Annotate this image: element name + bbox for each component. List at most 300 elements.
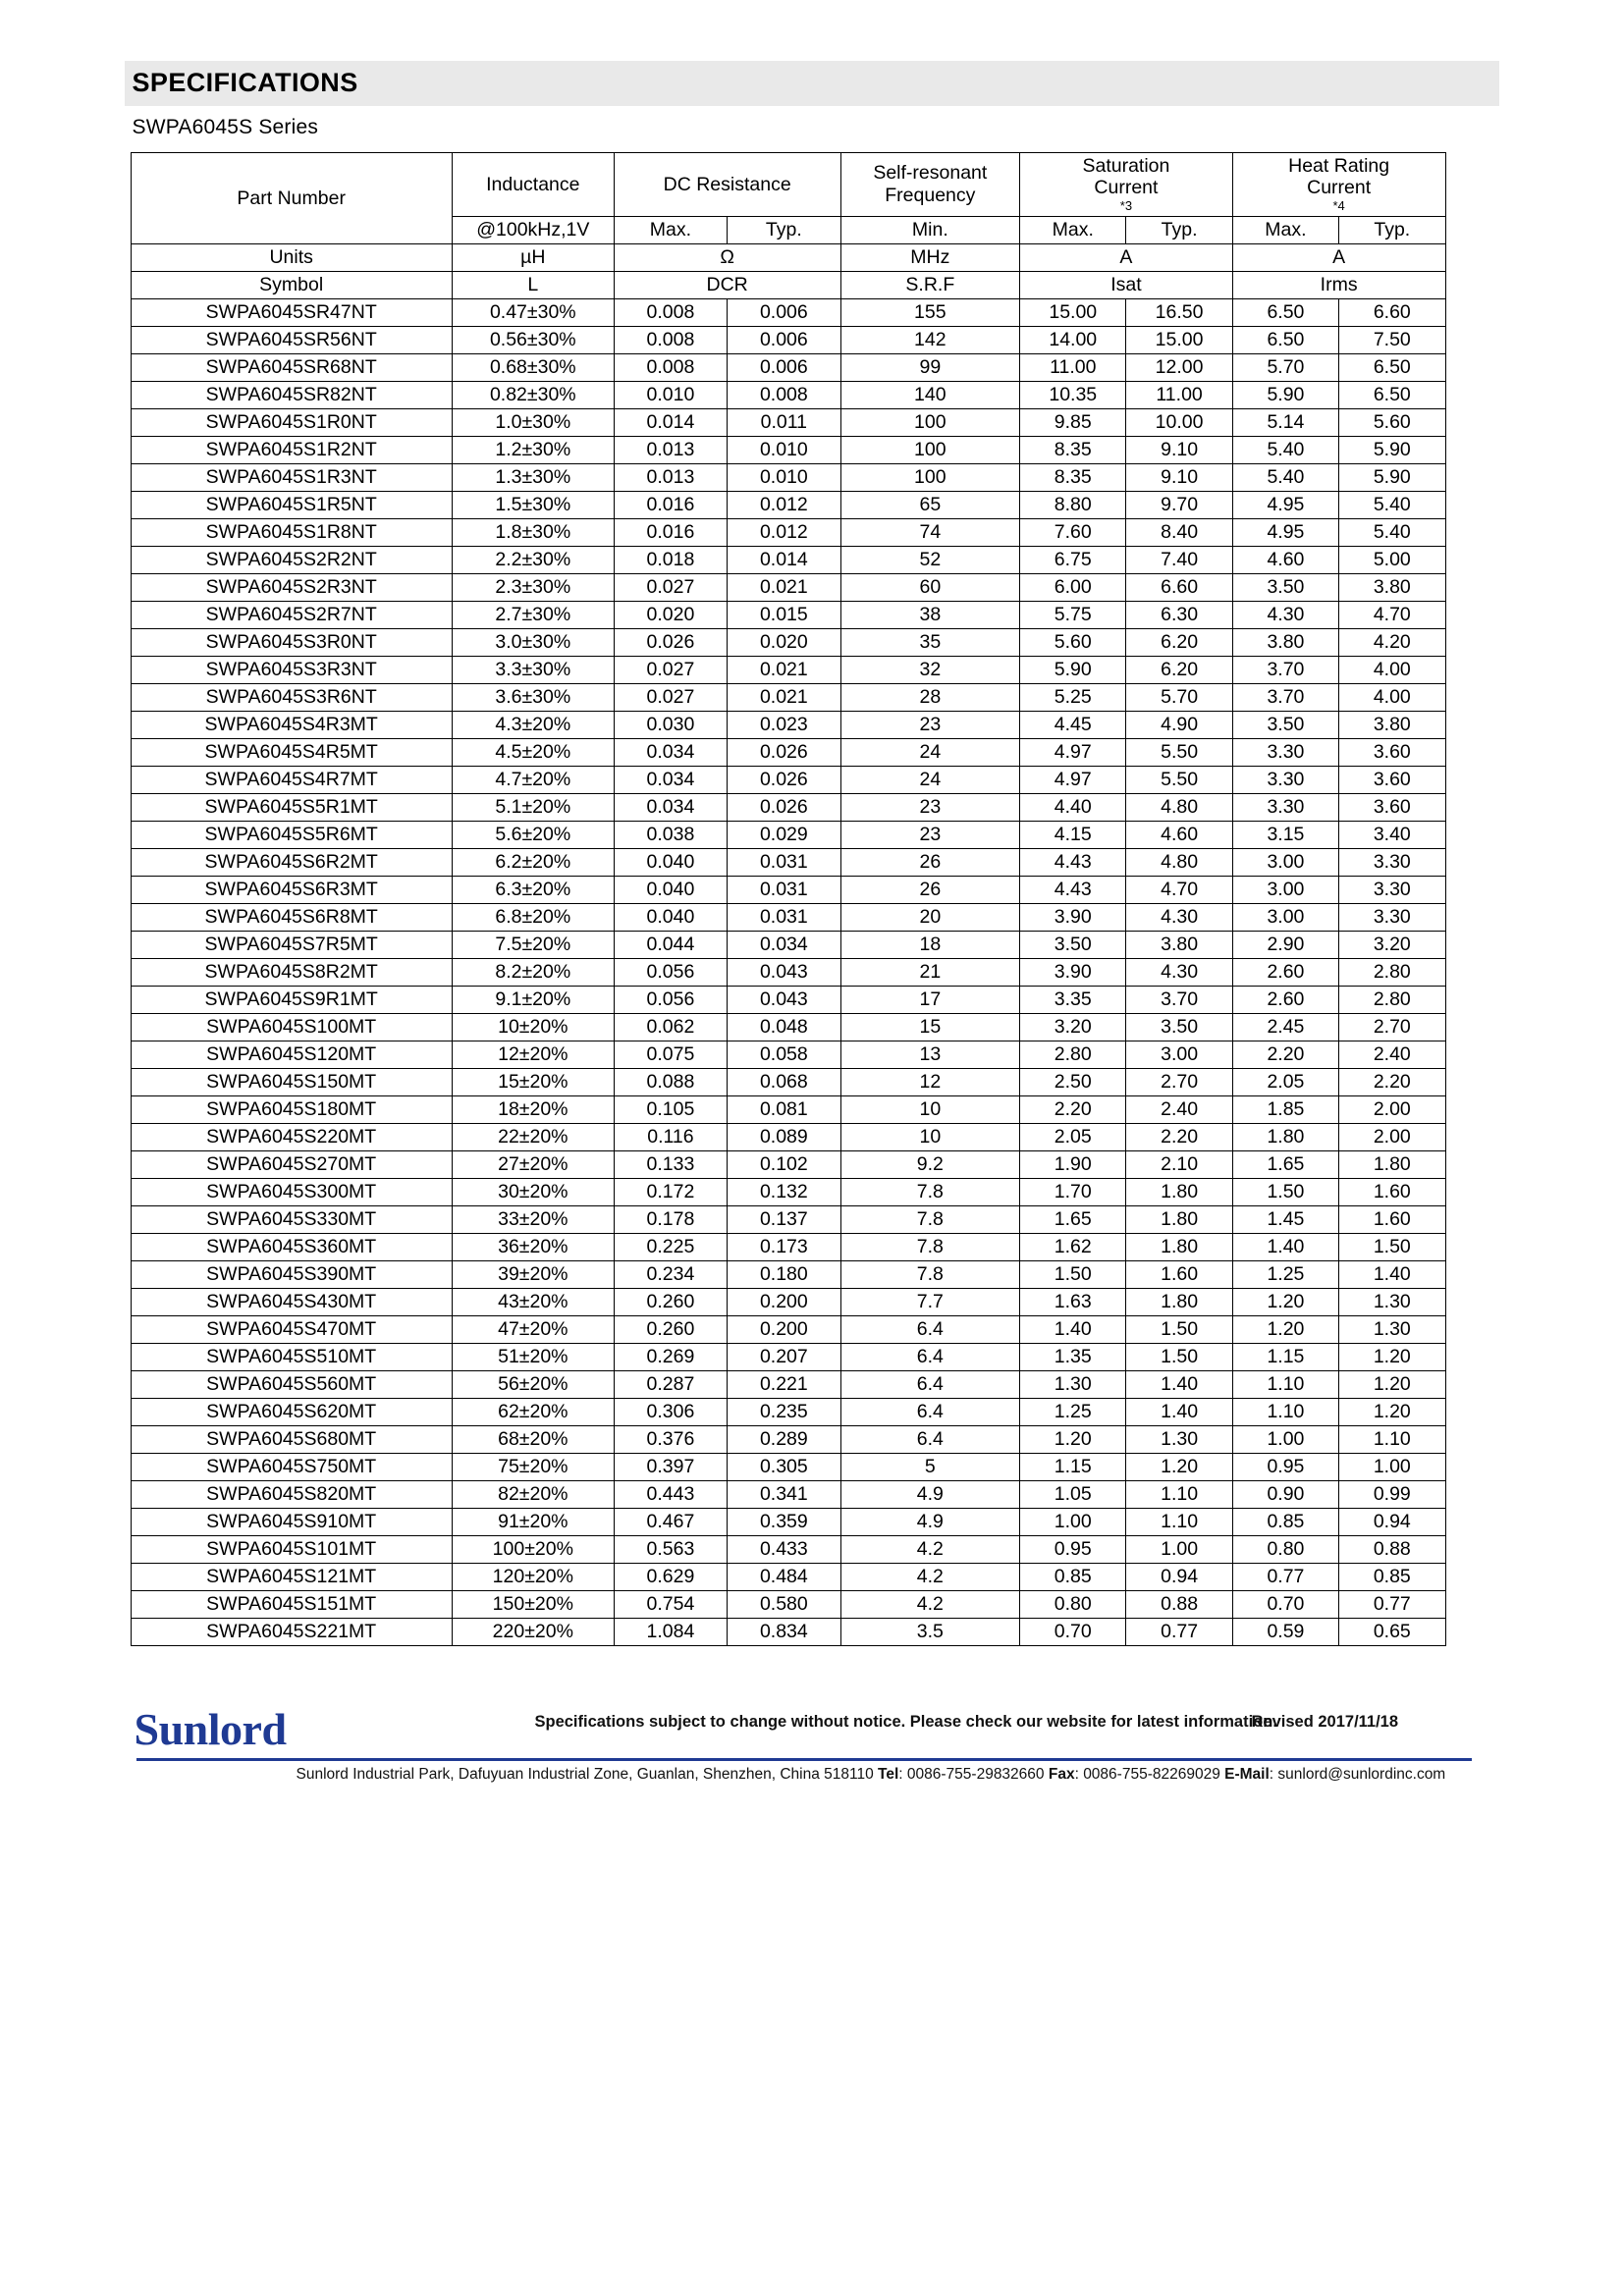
cell-part-number: SWPA6045S8R2MT <box>131 958 452 986</box>
cell-inductance: 4.7±20% <box>452 766 614 793</box>
cell-isat-typ: 2.40 <box>1126 1095 1232 1123</box>
cell-part-number: SWPA6045SR47NT <box>131 298 452 326</box>
cell-isat-max: 2.80 <box>1020 1041 1126 1068</box>
cell-inductance: 30±20% <box>452 1178 614 1205</box>
cell-srf-min: 100 <box>840 436 1020 463</box>
specifications-table <box>131 152 1446 1646</box>
footer-notice: Specifications subject to change without notice. Please check our website for latest information. <box>534 1712 1277 1731</box>
cell-irms-max: 2.60 <box>1232 958 1338 986</box>
cell-part-number: SWPA6045S470MT <box>131 1315 452 1343</box>
footer-tel-value: : 0086-755-29832660 <box>898 1765 1049 1783</box>
cell-dcr-typ: 0.235 <box>728 1398 840 1425</box>
cell-srf-min: 6.4 <box>840 1315 1020 1343</box>
footer-email-label: E-Mail <box>1224 1765 1270 1783</box>
cell-part-number: SWPA6045S390MT <box>131 1260 452 1288</box>
table-row <box>131 821 1445 848</box>
cell-isat-typ: 2.20 <box>1126 1123 1232 1150</box>
cell-isat-typ: 1.10 <box>1126 1508 1232 1535</box>
cell-dcr-typ: 0.359 <box>728 1508 840 1535</box>
cell-irms-max: 3.00 <box>1232 876 1338 903</box>
cell-isat-typ: 1.20 <box>1126 1453 1232 1480</box>
cell-dcr-max: 0.397 <box>614 1453 727 1480</box>
cell-isat-typ: 3.00 <box>1126 1041 1232 1068</box>
cell-irms-typ: 1.10 <box>1339 1425 1445 1453</box>
cell-part-number: SWPA6045S1R0NT <box>131 408 452 436</box>
cell-isat-typ: 16.50 <box>1126 298 1232 326</box>
cell-dcr-typ: 0.043 <box>728 986 840 1013</box>
cell-isat-typ: 1.80 <box>1126 1288 1232 1315</box>
cell-dcr-max: 0.020 <box>614 601 727 628</box>
cell-part-number: SWPA6045S3R0NT <box>131 628 452 656</box>
table-row <box>131 408 1445 436</box>
cell-dcr-max: 0.443 <box>614 1480 727 1508</box>
table-row <box>131 298 1445 326</box>
cell-dcr-max: 0.034 <box>614 766 727 793</box>
cell-isat-max: 1.70 <box>1020 1178 1126 1205</box>
cell-inductance: 8.2±20% <box>452 958 614 986</box>
cell-dcr-max: 0.306 <box>614 1398 727 1425</box>
cell-part-number: SWPA6045S6R3MT <box>131 876 452 903</box>
cell-part-number: SWPA6045S7R5MT <box>131 931 452 958</box>
cell-irms-typ: 2.80 <box>1339 958 1445 986</box>
cell-isat-typ: 4.80 <box>1126 793 1232 821</box>
col-saturation-note: *3 <box>1119 197 1133 213</box>
cell-dcr-typ: 0.048 <box>728 1013 840 1041</box>
cell-dcr-max: 0.026 <box>614 628 727 656</box>
cell-dcr-max: 0.260 <box>614 1315 727 1343</box>
cell-irms-max: 0.85 <box>1232 1508 1338 1535</box>
cell-dcr-typ: 0.015 <box>728 601 840 628</box>
cell-isat-max: 8.35 <box>1020 463 1126 491</box>
cell-dcr-max: 0.008 <box>614 326 727 353</box>
cell-dcr-typ: 0.021 <box>728 656 840 683</box>
units-inductance: µH <box>452 243 614 271</box>
table-row <box>131 903 1445 931</box>
cell-dcr-typ: 0.006 <box>728 326 840 353</box>
cell-irms-typ: 1.50 <box>1339 1233 1445 1260</box>
cell-srf-min: 23 <box>840 821 1020 848</box>
cell-isat-max: 1.65 <box>1020 1205 1126 1233</box>
table-row <box>131 1535 1445 1563</box>
cell-isat-typ: 4.30 <box>1126 903 1232 931</box>
cell-dcr-typ: 0.180 <box>728 1260 840 1288</box>
footer-tel-label: Tel <box>878 1765 899 1783</box>
table-row <box>131 491 1445 518</box>
cell-inductance: 82±20% <box>452 1480 614 1508</box>
cell-irms-typ: 3.60 <box>1339 738 1445 766</box>
cell-irms-typ: 3.60 <box>1339 793 1445 821</box>
cell-dcr-max: 0.027 <box>614 683 727 711</box>
cell-dcr-typ: 0.010 <box>728 436 840 463</box>
cell-dcr-max: 0.027 <box>614 656 727 683</box>
cell-dcr-max: 0.467 <box>614 1508 727 1535</box>
cell-srf-min: 60 <box>840 573 1020 601</box>
cell-isat-max: 3.35 <box>1020 986 1126 1013</box>
cell-srf-min: 142 <box>840 326 1020 353</box>
cell-isat-typ: 1.10 <box>1126 1480 1232 1508</box>
cell-inductance: 3.3±30% <box>452 656 614 683</box>
cell-isat-typ: 6.20 <box>1126 628 1232 656</box>
cell-dcr-max: 0.034 <box>614 738 727 766</box>
cell-isat-typ: 6.20 <box>1126 656 1232 683</box>
cell-irms-typ: 1.80 <box>1339 1150 1445 1178</box>
cell-irms-max: 2.90 <box>1232 931 1338 958</box>
cell-irms-typ: 1.00 <box>1339 1453 1445 1480</box>
cell-part-number: SWPA6045S6R2MT <box>131 848 452 876</box>
cell-isat-max: 11.00 <box>1020 353 1126 381</box>
table-row <box>131 711 1445 738</box>
cell-srf-min: 6.4 <box>840 1398 1020 1425</box>
col-dcr-typ: Typ. <box>728 216 840 243</box>
cell-irms-typ: 1.20 <box>1339 1370 1445 1398</box>
table-row <box>131 436 1445 463</box>
cell-inductance: 39±20% <box>452 1260 614 1288</box>
cell-irms-typ: 1.60 <box>1339 1205 1445 1233</box>
cell-inductance: 15±20% <box>452 1068 614 1095</box>
cell-isat-max: 0.80 <box>1020 1590 1126 1618</box>
cell-irms-max: 1.80 <box>1232 1123 1338 1150</box>
cell-isat-max: 1.15 <box>1020 1453 1126 1480</box>
cell-irms-typ: 4.70 <box>1339 601 1445 628</box>
cell-irms-typ: 0.94 <box>1339 1508 1445 1535</box>
cell-isat-max: 5.75 <box>1020 601 1126 628</box>
cell-isat-max: 6.75 <box>1020 546 1126 573</box>
cell-irms-max: 6.50 <box>1232 326 1338 353</box>
cell-dcr-max: 0.225 <box>614 1233 727 1260</box>
cell-irms-max: 4.95 <box>1232 518 1338 546</box>
cell-isat-typ: 1.00 <box>1126 1535 1232 1563</box>
cell-inductance: 1.0±30% <box>452 408 614 436</box>
cell-irms-typ: 3.20 <box>1339 931 1445 958</box>
cell-isat-max: 4.97 <box>1020 766 1126 793</box>
cell-srf-min: 15 <box>840 1013 1020 1041</box>
cell-isat-typ: 0.94 <box>1126 1563 1232 1590</box>
cell-isat-max: 1.00 <box>1020 1508 1126 1535</box>
cell-dcr-typ: 0.132 <box>728 1178 840 1205</box>
cell-srf-min: 52 <box>840 546 1020 573</box>
cell-inductance: 3.6±30% <box>452 683 614 711</box>
cell-inductance: 4.5±20% <box>452 738 614 766</box>
cell-srf-min: 10 <box>840 1095 1020 1123</box>
col-inductance-condition: @100kHz,1V <box>452 216 614 243</box>
cell-dcr-typ: 0.012 <box>728 491 840 518</box>
cell-inductance: 6.8±20% <box>452 903 614 931</box>
footer-address <box>297 1766 1446 1784</box>
table-row <box>131 656 1445 683</box>
cell-isat-max: 5.25 <box>1020 683 1126 711</box>
cell-part-number: SWPA6045S6R8MT <box>131 903 452 931</box>
cell-dcr-max: 0.034 <box>614 793 727 821</box>
cell-irms-max: 5.40 <box>1232 463 1338 491</box>
cell-irms-max: 0.59 <box>1232 1618 1338 1645</box>
cell-srf-min: 21 <box>840 958 1020 986</box>
cell-dcr-max: 1.084 <box>614 1618 727 1645</box>
header-row-main <box>131 153 1445 217</box>
cell-part-number: SWPA6045S3R6NT <box>131 683 452 711</box>
cell-irms-typ: 1.40 <box>1339 1260 1445 1288</box>
cell-srf-min: 155 <box>840 298 1020 326</box>
cell-isat-typ: 2.70 <box>1126 1068 1232 1095</box>
cell-dcr-max: 0.287 <box>614 1370 727 1398</box>
table-row <box>131 793 1445 821</box>
cell-dcr-max: 0.040 <box>614 876 727 903</box>
table-row <box>131 628 1445 656</box>
cell-irms-typ: 3.30 <box>1339 876 1445 903</box>
cell-inductance: 2.2±30% <box>452 546 614 573</box>
cell-part-number: SWPA6045S560MT <box>131 1370 452 1398</box>
cell-inductance: 18±20% <box>452 1095 614 1123</box>
cell-isat-typ: 10.00 <box>1126 408 1232 436</box>
cell-isat-max: 1.05 <box>1020 1480 1126 1508</box>
cell-part-number: SWPA6045S2R3NT <box>131 573 452 601</box>
cell-dcr-max: 0.016 <box>614 518 727 546</box>
cell-isat-typ: 5.50 <box>1126 738 1232 766</box>
cell-part-number: SWPA6045S1R3NT <box>131 463 452 491</box>
cell-isat-typ: 8.40 <box>1126 518 1232 546</box>
col-srf-min: Min. <box>840 216 1020 243</box>
cell-irms-typ: 5.40 <box>1339 491 1445 518</box>
cell-irms-typ: 3.80 <box>1339 711 1445 738</box>
cell-irms-max: 4.30 <box>1232 601 1338 628</box>
cell-isat-typ: 9.10 <box>1126 436 1232 463</box>
cell-irms-typ: 5.60 <box>1339 408 1445 436</box>
col-irms-typ: Typ. <box>1339 216 1445 243</box>
table-row <box>131 931 1445 958</box>
cell-inductance: 47±20% <box>452 1315 614 1343</box>
cell-irms-max: 0.80 <box>1232 1535 1338 1563</box>
cell-irms-typ: 2.00 <box>1339 1123 1445 1150</box>
cell-dcr-max: 0.040 <box>614 903 727 931</box>
cell-srf-min: 9.2 <box>840 1150 1020 1178</box>
cell-irms-typ: 3.80 <box>1339 573 1445 601</box>
cell-dcr-typ: 0.031 <box>728 903 840 931</box>
table-row <box>131 1260 1445 1288</box>
table-row <box>131 1480 1445 1508</box>
table-row <box>131 1178 1445 1205</box>
cell-dcr-max: 0.629 <box>614 1563 727 1590</box>
table-row <box>131 1508 1445 1535</box>
cell-inductance: 5.1±20% <box>452 793 614 821</box>
cell-irms-typ: 1.30 <box>1339 1315 1445 1343</box>
footer-fax-value: : 0086-755-82269029 <box>1074 1765 1225 1783</box>
cell-part-number: SWPA6045S300MT <box>131 1178 452 1205</box>
cell-irms-typ: 6.50 <box>1339 381 1445 408</box>
cell-dcr-typ: 0.026 <box>728 793 840 821</box>
cell-isat-typ: 4.30 <box>1126 958 1232 986</box>
cell-dcr-typ: 0.102 <box>728 1150 840 1178</box>
cell-irms-max: 3.70 <box>1232 683 1338 711</box>
cell-dcr-max: 0.075 <box>614 1041 727 1068</box>
cell-irms-max: 1.10 <box>1232 1370 1338 1398</box>
table-row <box>131 1288 1445 1315</box>
cell-dcr-typ: 0.068 <box>728 1068 840 1095</box>
col-self-resonant-line1: Self-resonant <box>873 162 988 185</box>
cell-irms-max: 1.20 <box>1232 1288 1338 1315</box>
cell-inductance: 5.6±20% <box>452 821 614 848</box>
cell-irms-typ: 3.30 <box>1339 848 1445 876</box>
table-row <box>131 1315 1445 1343</box>
cell-dcr-typ: 0.034 <box>728 931 840 958</box>
cell-inductance: 22±20% <box>452 1123 614 1150</box>
cell-inductance: 0.47±30% <box>452 298 614 326</box>
table-row <box>131 958 1445 986</box>
col-saturation-line1: Saturation <box>1082 155 1170 177</box>
table-row <box>131 601 1445 628</box>
cell-dcr-typ: 0.023 <box>728 711 840 738</box>
symbol-row <box>131 271 1445 298</box>
cell-irms-typ: 0.99 <box>1339 1480 1445 1508</box>
cell-irms-max: 5.90 <box>1232 381 1338 408</box>
cell-irms-typ: 2.20 <box>1339 1068 1445 1095</box>
cell-irms-typ: 4.00 <box>1339 683 1445 711</box>
table-row <box>131 876 1445 903</box>
cell-irms-max: 3.80 <box>1232 628 1338 656</box>
cell-dcr-typ: 0.043 <box>728 958 840 986</box>
cell-isat-max: 8.80 <box>1020 491 1126 518</box>
cell-inductance: 0.68±30% <box>452 353 614 381</box>
cell-dcr-max: 0.010 <box>614 381 727 408</box>
cell-dcr-typ: 0.011 <box>728 408 840 436</box>
cell-srf-min: 23 <box>840 711 1020 738</box>
cell-srf-min: 4.2 <box>840 1535 1020 1563</box>
cell-part-number: SWPA6045S5R1MT <box>131 793 452 821</box>
table-row <box>131 1013 1445 1041</box>
cell-srf-min: 99 <box>840 353 1020 381</box>
cell-isat-typ: 4.80 <box>1126 848 1232 876</box>
col-dcr-max: Max. <box>614 216 727 243</box>
cell-srf-min: 26 <box>840 848 1020 876</box>
table-row <box>131 738 1445 766</box>
series-subtitle: SWPA6045S Series <box>132 116 319 138</box>
col-heat-note: *4 <box>1332 197 1345 213</box>
cell-inductance: 0.82±30% <box>452 381 614 408</box>
cell-srf-min: 4.9 <box>840 1508 1020 1535</box>
cell-srf-min: 7.8 <box>840 1205 1020 1233</box>
cell-dcr-typ: 0.058 <box>728 1041 840 1068</box>
units-label: Units <box>131 243 452 271</box>
cell-part-number: SWPA6045SR68NT <box>131 353 452 381</box>
symbol-irms: Irms <box>1232 271 1445 298</box>
cell-srf-min: 38 <box>840 601 1020 628</box>
cell-isat-max: 1.30 <box>1020 1370 1126 1398</box>
cell-irms-typ: 0.88 <box>1339 1535 1445 1563</box>
cell-part-number: SWPA6045S270MT <box>131 1150 452 1178</box>
cell-srf-min: 28 <box>840 683 1020 711</box>
cell-irms-max: 3.30 <box>1232 766 1338 793</box>
page-title: SPECIFICATIONS <box>125 61 1499 106</box>
cell-dcr-typ: 0.006 <box>728 298 840 326</box>
cell-isat-max: 1.63 <box>1020 1288 1126 1315</box>
table-row <box>131 1563 1445 1590</box>
cell-dcr-max: 0.056 <box>614 986 727 1013</box>
units-srf: MHz <box>840 243 1020 271</box>
cell-irms-max: 2.60 <box>1232 986 1338 1013</box>
cell-part-number: SWPA6045SR82NT <box>131 381 452 408</box>
cell-dcr-typ: 0.289 <box>728 1425 840 1453</box>
cell-srf-min: 17 <box>840 986 1020 1013</box>
cell-irms-typ: 1.30 <box>1339 1288 1445 1315</box>
cell-srf-min: 12 <box>840 1068 1020 1095</box>
cell-isat-max: 14.00 <box>1020 326 1126 353</box>
table-row <box>131 766 1445 793</box>
cell-irms-typ: 3.60 <box>1339 766 1445 793</box>
col-heat-current-label: Current <box>1307 177 1372 199</box>
cell-inductance: 33±20% <box>452 1205 614 1233</box>
cell-part-number: SWPA6045S330MT <box>131 1205 452 1233</box>
col-heat-line2 <box>1234 177 1444 213</box>
cell-dcr-typ: 0.305 <box>728 1453 840 1480</box>
units-irms: A <box>1232 243 1445 271</box>
col-part-number: Part Number <box>131 153 452 244</box>
cell-srf-min: 6.4 <box>840 1370 1020 1398</box>
cell-srf-min: 4.2 <box>840 1563 1020 1590</box>
cell-irms-max: 3.50 <box>1232 573 1338 601</box>
col-dc-resistance: DC Resistance <box>614 153 840 217</box>
cell-irms-typ: 0.65 <box>1339 1618 1445 1645</box>
cell-part-number: SWPA6045S430MT <box>131 1288 452 1315</box>
cell-part-number: SWPA6045S680MT <box>131 1425 452 1453</box>
cell-inductance: 150±20% <box>452 1590 614 1618</box>
cell-dcr-typ: 0.021 <box>728 573 840 601</box>
table-row <box>131 1068 1445 1095</box>
cell-srf-min: 10 <box>840 1123 1020 1150</box>
footer-fax-label: Fax <box>1048 1765 1075 1783</box>
cell-dcr-typ: 0.137 <box>728 1205 840 1233</box>
cell-dcr-max: 0.008 <box>614 298 727 326</box>
cell-irms-max: 0.90 <box>1232 1480 1338 1508</box>
table-row <box>131 1205 1445 1233</box>
cell-dcr-max: 0.088 <box>614 1068 727 1095</box>
cell-dcr-max: 0.013 <box>614 463 727 491</box>
cell-dcr-max: 0.563 <box>614 1535 727 1563</box>
cell-dcr-max: 0.016 <box>614 491 727 518</box>
table-row <box>131 1095 1445 1123</box>
footer-revision: Revised 2017/11/18 <box>1251 1712 1399 1731</box>
symbol-label: Symbol <box>131 271 452 298</box>
footer-address-text: Sunlord Industrial Park, Dafuyuan Industrial Zone, Guanlan, Shenzhen, China 518110 <box>296 1765 879 1783</box>
col-isat-typ: Typ. <box>1126 216 1232 243</box>
cell-isat-max: 3.90 <box>1020 958 1126 986</box>
cell-irms-max: 3.50 <box>1232 711 1338 738</box>
cell-isat-max: 4.15 <box>1020 821 1126 848</box>
cell-isat-typ: 3.50 <box>1126 1013 1232 1041</box>
cell-irms-typ: 2.40 <box>1339 1041 1445 1068</box>
page-content <box>125 0 1499 1803</box>
cell-part-number: SWPA6045SR56NT <box>131 326 452 353</box>
cell-dcr-typ: 0.008 <box>728 381 840 408</box>
footer-inner <box>125 1695 1499 1803</box>
cell-isat-max: 0.70 <box>1020 1618 1126 1645</box>
cell-dcr-max: 0.014 <box>614 408 727 436</box>
cell-isat-max: 4.43 <box>1020 876 1126 903</box>
cell-irms-max: 3.70 <box>1232 656 1338 683</box>
table-row <box>131 1370 1445 1398</box>
cell-isat-typ: 5.70 <box>1126 683 1232 711</box>
cell-isat-typ: 1.50 <box>1126 1315 1232 1343</box>
col-saturation-current-label: Current <box>1094 177 1159 199</box>
cell-part-number: SWPA6045S180MT <box>131 1095 452 1123</box>
cell-dcr-typ: 0.014 <box>728 546 840 573</box>
table-row <box>131 1041 1445 1068</box>
cell-isat-max: 10.35 <box>1020 381 1126 408</box>
cell-srf-min: 4.9 <box>840 1480 1020 1508</box>
cell-isat-typ: 1.80 <box>1126 1233 1232 1260</box>
table-row <box>131 573 1445 601</box>
col-isat-max: Max. <box>1020 216 1126 243</box>
cell-isat-typ: 1.80 <box>1126 1205 1232 1233</box>
cell-srf-min: 20 <box>840 903 1020 931</box>
cell-inductance: 120±20% <box>452 1563 614 1590</box>
